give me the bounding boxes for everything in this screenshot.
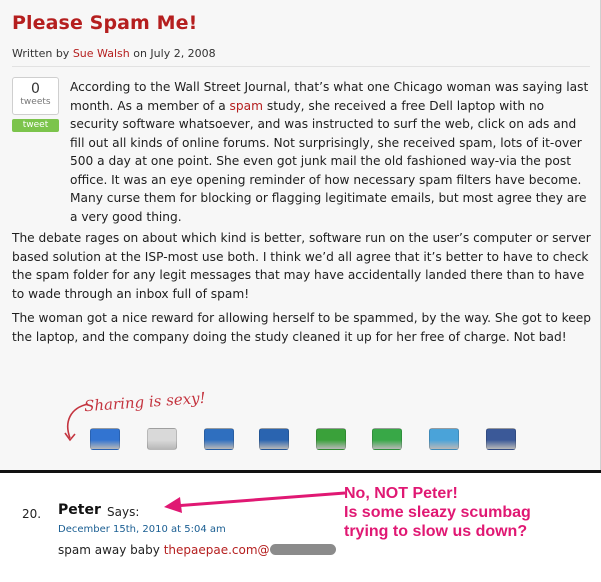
- comment-text: spam away baby: [58, 543, 160, 557]
- byline-date: on July 2, 2008: [133, 47, 216, 60]
- article-paragraph-2: The debate rages on about which kind is better, software run on the user’s computer or server based solution at the ISP-most use both. I think we’d all agree that it’s better to have to check the spam folder for any legit messages that may have accidentally landed there than to have to wade through an inbox full of spam!: [12, 231, 591, 301]
- annotation-note: [344, 484, 594, 541]
- annotation-line-1: No, NOT Peter!: [344, 485, 458, 502]
- annotation-line-3: trying to slow us down?: [344, 523, 528, 540]
- byline: [12, 47, 216, 60]
- spam-link[interactable]: spam: [229, 98, 263, 113]
- p1-text-start: According to the Wall Street Journal, that’s what one Chicago woman was saying last month. As a member of a: [70, 80, 589, 113]
- comment-body: [58, 543, 336, 557]
- p1-text-end: study, she received a free Dell laptop with no security software whatsoever, and was instructed to surf the web, click on ads and fill out all kinds of online forums. Not surprisingly, she received spam, lots of it-over 500 a day at one point. She even got junk mail the old fashioned way-via the post office. It was an eye opening reminder of how necessary spam filters have become. Many curse them for blocking or flagging legitimate emails, but most agree they are a very good thing.: [70, 98, 587, 224]
- twitter-icon[interactable]: [429, 428, 459, 450]
- comment-author: Peter: [58, 502, 101, 518]
- post-title[interactable]: Please Spam Me!: [12, 12, 198, 34]
- comment-says: Says:: [107, 505, 140, 519]
- sharing-tagline: Sharing is sexy!: [83, 388, 207, 416]
- facebook-icon[interactable]: [486, 428, 516, 450]
- article-paragraph-3: The woman got a nice reward for allowing herself to be spammed, by the way. She got to keep the laptop, and the company doing the study cleaned it up for her free of charge. Not bad!: [12, 311, 592, 344]
- technorati-icon[interactable]: [316, 428, 346, 450]
- comment-number: 20.: [22, 507, 42, 521]
- myspace-icon[interactable]: [204, 428, 234, 450]
- byline-prefix: Written by: [12, 47, 70, 60]
- tweet-button[interactable]: tweet: [12, 119, 59, 132]
- comment-link[interactable]: thepaepae.com@: [163, 543, 270, 557]
- delicious-icon[interactable]: [90, 428, 120, 450]
- title-divider: [12, 66, 590, 67]
- annotation-arrow-icon: [160, 485, 350, 515]
- redaction-bar: [270, 544, 336, 555]
- tweet-counter: [12, 77, 59, 115]
- digg-icon[interactable]: [147, 428, 177, 450]
- author-link[interactable]: Sue Walsh: [72, 47, 130, 60]
- yahoo-buzz-icon[interactable]: [372, 428, 402, 450]
- screenshot-divider: [0, 470, 601, 473]
- tweet-count-label: tweets: [20, 97, 51, 107]
- tweet-count: 0: [31, 81, 40, 97]
- annotation-line-2: Is some sleazy scumbag: [344, 504, 531, 521]
- stumbleupon-icon[interactable]: [259, 428, 289, 450]
- comment-date-link[interactable]: December 15th, 2010 at 5:04 am: [58, 524, 226, 535]
- article-paragraph-1: [70, 78, 590, 226]
